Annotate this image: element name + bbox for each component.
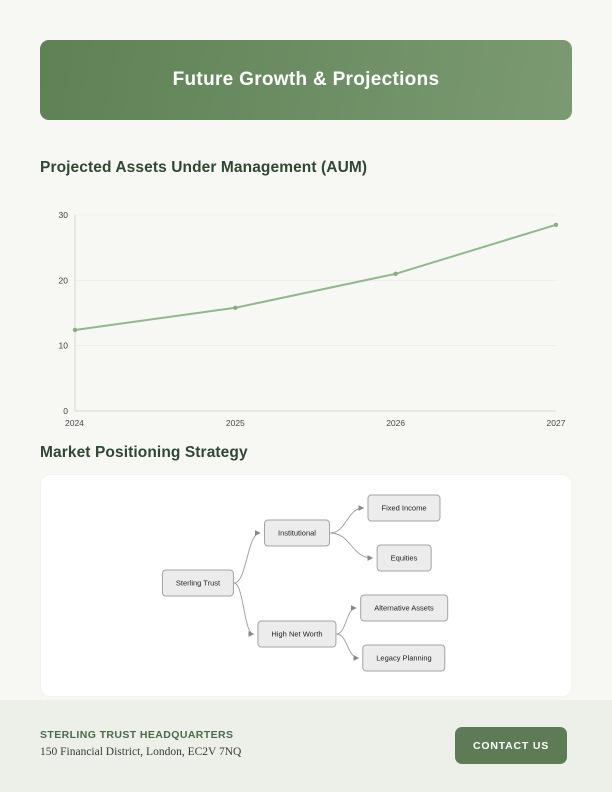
data-point (393, 272, 397, 276)
footer (0, 700, 612, 792)
x-tick-label: 2025 (225, 418, 245, 428)
diagram-edge (234, 583, 254, 634)
y-tick-label: 0 (63, 406, 68, 416)
section-heading-market: Market Positioning Strategy (40, 444, 248, 461)
diagram-edge (330, 508, 364, 533)
x-tick-label: 2027 (546, 418, 566, 428)
diagram-node-root: Sterling Trust (162, 570, 234, 597)
aum-line (75, 225, 556, 330)
y-tick-label: 20 (58, 275, 68, 286)
y-tick-label: 10 (58, 340, 68, 351)
market-positioning-diagram (41, 475, 571, 696)
contact-us-button[interactable]: CONTACT US (455, 727, 567, 764)
diagram-edge (330, 533, 373, 558)
aum-line-chart (40, 205, 572, 433)
data-point (233, 306, 237, 310)
diagram-node-eq: Equities (377, 545, 432, 572)
footer-org-name: STERLING TRUST HEADQUARTERS (40, 729, 234, 741)
diagram-node-inst: Institutional (264, 520, 330, 547)
x-tick-label: 2024 (65, 418, 84, 428)
x-tick-label: 2026 (386, 418, 406, 428)
diagram-edges (41, 475, 571, 696)
diagram-node-fixed: Fixed Income (367, 495, 440, 522)
diagram-node-alt: Alternative Assets (360, 595, 448, 622)
diagram-edge (337, 634, 359, 658)
y-tick-label: 30 (58, 210, 68, 220)
data-point (73, 328, 77, 332)
page-title: Future Growth & Projections (172, 69, 440, 90)
diagram-edge (337, 608, 357, 634)
diagram-edge (234, 533, 260, 583)
section-heading-aum: Projected Assets Under Management (AUM) (40, 159, 368, 176)
data-point (554, 223, 558, 227)
diagram-node-hnw: High Net Worth (257, 621, 336, 648)
footer-address: 150 Financial District, London, EC2V 7NQ (40, 746, 242, 758)
title-banner (40, 40, 572, 120)
diagram-node-legacy: Legacy Planning (362, 645, 445, 672)
